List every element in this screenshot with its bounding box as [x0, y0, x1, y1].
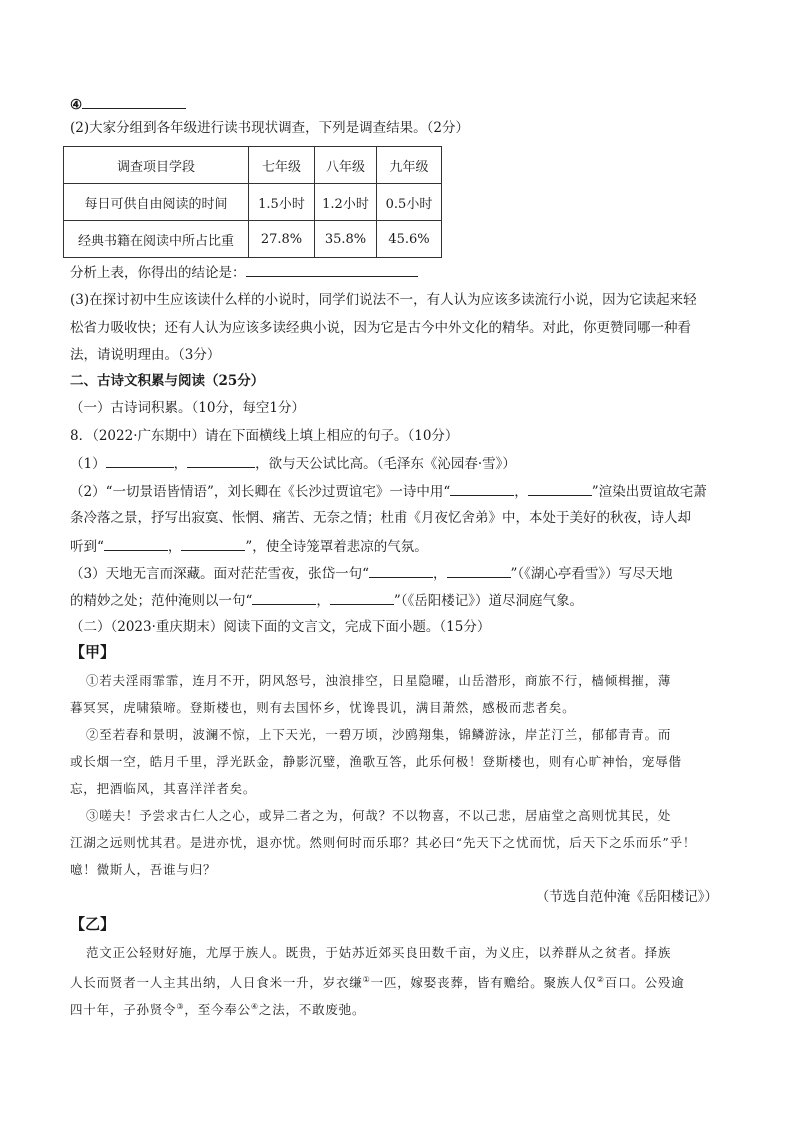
separator: ，	[514, 484, 528, 500]
question-3-line-3: 法，请说明理由。（3分）	[70, 347, 221, 363]
q8-item-3-line-1	[70, 563, 730, 584]
item4-marker: ④	[70, 97, 83, 113]
passage-yi-label: 【乙】	[70, 915, 116, 933]
subsection-1-title: （一）古诗词积累。（10分，每空1分）	[70, 400, 306, 416]
passage-text: 一匹，嫁娶丧葬，皆有赡给。聚族人仅	[370, 975, 597, 991]
q8-item-3-text: ”（《湖心亭看雪》）写尽天地	[510, 566, 673, 582]
passage-jia-p2-l1: ②至若春和景明，波澜不惊，上下天光，一碧万顷，沙鸥翔集，锦鳞游泳，岸芷汀兰，郁郁青青。而	[86, 727, 672, 742]
answer-blank[interactable]	[246, 262, 418, 277]
answer-blank[interactable]	[330, 590, 394, 605]
answer-blank[interactable]	[528, 481, 592, 496]
conclusion-prompt: 分析上表，你得出的结论是：	[70, 265, 246, 281]
passage-text: 之法，不敢废弛。	[258, 1002, 366, 1018]
conclusion-line	[70, 262, 730, 283]
question-8: 8．（2022·广东期中）请在下面横线上填上相应的句子。（10分）	[70, 428, 459, 444]
table-header-cell: 八年级	[315, 147, 377, 184]
separator: ，	[167, 539, 182, 555]
footnote-marker: ③	[176, 1002, 185, 1011]
table-cell: 35.8%	[315, 221, 377, 258]
q8-item-2-line-1	[70, 481, 730, 502]
passage-jia-p2-l2: 或长烟一空，皓月千里，浮光跃金，静影沉璧，渔歌互答，此乐何极！登斯楼也，则有心旷神怡，宠辱偕	[70, 754, 682, 769]
answer-blank[interactable]	[181, 536, 245, 551]
survey-table	[63, 146, 442, 258]
passage-text: ，至今奉公	[184, 1002, 251, 1018]
passage-text: 人长而贤者一人主其出纳，人日食米一升，岁衣缣	[70, 975, 363, 991]
passage-text: 四十年，子孙贤令	[70, 1002, 177, 1018]
passage-jia-label: 【甲】	[70, 643, 116, 661]
table-cell: 每日可供自由阅读的时间	[64, 184, 249, 221]
q8-item-2-line-2: 条冷落之景，抒写出寂寞、怅惘、痛苦、无奈之情；杜甫《月夜忆舍弟》中，本处于美好的秋夜，诗人却	[70, 510, 691, 526]
footnote-marker: ②	[596, 975, 605, 984]
separator: ，	[316, 593, 330, 609]
table-cell: 1.2小时	[315, 184, 377, 221]
q8-item-2-line-3	[70, 536, 730, 557]
footnote-marker: ④	[250, 1002, 259, 1011]
passage-jia-p3-l3: 噫！微斯人，吾谁与归？	[70, 862, 217, 877]
item4-line	[70, 94, 730, 115]
table-header-row	[64, 147, 442, 184]
passage-yi-l3	[70, 997, 730, 1020]
passage-jia-p2-l3: 忘，把酒临风，其喜洋洋者矣。	[70, 781, 257, 796]
q8-item-2-text: ”，使全诗笼罩着悲凉的气氛。	[245, 539, 428, 555]
answer-blank[interactable]	[252, 590, 316, 605]
table-row	[64, 184, 442, 221]
passage-jia-p1-l1: ①若夫淫雨霏霏，连月不开，阴风怒号，浊浪排空，日星隐曜，山岳潜形，商旅不行，樯倾楫摧，薄	[86, 673, 672, 688]
subsection-2-title: （二）（2023·重庆期末）阅读下面的文言文，完成下面小题。（15分）	[70, 619, 491, 635]
passage-text: 百口。公殁逾	[604, 975, 685, 991]
answer-blank[interactable]	[450, 481, 514, 496]
table-header-cell: 调查项目学段	[64, 147, 249, 184]
q8-item-3-text: ”（《岳阳楼记》）道尽洞庭气象。	[393, 593, 584, 609]
answer-blank[interactable]	[82, 94, 186, 109]
q8-item-1-number: （1）	[70, 456, 106, 472]
q8-item-3-line-2	[70, 590, 730, 611]
answer-blank[interactable]	[106, 453, 174, 468]
question-2: (2)大家分组到各年级进行读书现状调查，下列是调查结果。（2分）	[70, 120, 469, 136]
table-header-cell: 七年级	[249, 147, 315, 184]
answer-blank[interactable]	[447, 563, 511, 578]
question-3-line-2: 松省力吸收快；还有人认为应该多读经典小说，因为它是古今中外文化的精华。对此，你更赞同哪一种看	[70, 320, 691, 336]
answer-blank[interactable]	[187, 453, 255, 468]
separator: ，	[173, 456, 188, 472]
table-cell: 27.8%	[249, 221, 315, 258]
q8-item-2-text: 听到“	[70, 539, 104, 555]
passage-jia-p1-l2: 暮冥冥，虎啸猿啼。登斯楼也，则有去国怀乡，忧谗畏讥，满目萧然，感极而悲者矣。	[70, 700, 576, 715]
q8-item-1	[70, 453, 730, 474]
answer-blank[interactable]	[104, 536, 168, 551]
q8-item-3-text: 的精妙之处；范仲淹则以一句“	[70, 593, 253, 609]
separator: ，	[433, 566, 447, 582]
section-2-title: 二、古诗文积累与阅读（25分）	[70, 373, 265, 389]
table-cell: 0.5小时	[377, 184, 442, 221]
footnote-marker: ①	[362, 975, 371, 984]
passage-jia-p3-l2: 江湖之远则忧其君。是进亦忧，退亦忧。然则何时而乐耶？其必曰“先天下之忧而忧，后天下之乐而乐”乎！	[70, 835, 697, 850]
table-cell: 经典书籍在阅读中所占比重	[64, 221, 249, 258]
q8-item-1-text: ，欲与天公试比高。（毛泽东《沁园春·雪》）	[255, 456, 516, 472]
passage-yi-l2	[70, 970, 730, 993]
q8-item-2-text: （2）“一切景语皆情语”，刘长卿在《长沙过贾谊宅》一诗中用“	[70, 484, 451, 500]
passage-yi-l1: 范文正公轻财好施，尤厚于族人。既贵，于姑苏近郊买良田数千亩，为义庄，以养群从之贫者。择族	[86, 945, 672, 960]
q8-item-3-text: （3）天地无言而深藏。面对茫茫雪夜，张岱一句“	[70, 566, 369, 582]
table-cell: 45.6%	[377, 221, 442, 258]
q8-item-2-text: ”渲染出贾谊故宅萧	[591, 484, 707, 500]
question-3-line-1: (3)在探讨初中生应该读什么样的小说时，同学们说法不一，有人认为应该多读流行小说，因为它读起来轻	[70, 292, 697, 308]
passage-jia-p3-l1: ③嗟夫！予尝求古仁人之心，或异二者之为，何哉？不以物喜，不以己悲，居庙堂之高则忧其民，处	[86, 808, 672, 823]
passage-jia-source: （节选自范仲淹《岳阳楼记》）	[535, 889, 718, 905]
table-header-cell: 九年级	[377, 147, 442, 184]
table-row	[64, 221, 442, 258]
table-cell: 1.5小时	[249, 184, 315, 221]
answer-blank[interactable]	[369, 563, 433, 578]
